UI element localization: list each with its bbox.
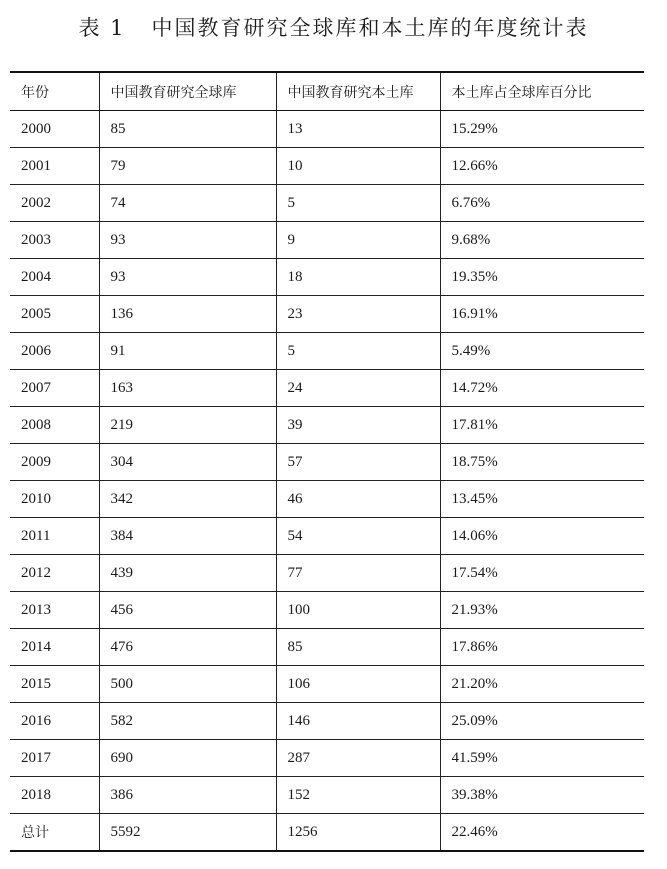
global-count-cell: 91: [99, 333, 276, 370]
local-count-cell: 5: [276, 185, 440, 222]
table-row: [10, 370, 644, 407]
global-count-cell: 5592: [99, 814, 276, 852]
percentage-cell: 12.66%: [440, 148, 644, 185]
local-count-cell: 1256: [276, 814, 440, 852]
percentage-cell: 22.46%: [440, 814, 644, 852]
percentage-cell: 17.86%: [440, 629, 644, 666]
local-count-cell: 77: [276, 555, 440, 592]
global-count-cell: 500: [99, 666, 276, 703]
local-count-cell: 18: [276, 259, 440, 296]
year-cell: 总计: [10, 814, 99, 852]
year-cell: 2009: [10, 444, 99, 481]
percentage-cell: 39.38%: [440, 777, 644, 814]
table-caption: [0, 12, 667, 42]
table-row: [10, 407, 644, 444]
local-count-cell: 287: [276, 740, 440, 777]
year-cell: 2001: [10, 148, 99, 185]
year-cell: 2012: [10, 555, 99, 592]
local-count-cell: 5: [276, 333, 440, 370]
global-count-cell: 85: [99, 111, 276, 148]
table-header: [10, 72, 644, 111]
year-cell: 2003: [10, 222, 99, 259]
header-year: 年份: [10, 72, 99, 111]
year-cell: 2010: [10, 481, 99, 518]
local-count-cell: 146: [276, 703, 440, 740]
percentage-cell: 25.09%: [440, 703, 644, 740]
percentage-cell: 9.68%: [440, 222, 644, 259]
table-row: [10, 111, 644, 148]
year-cell: 2016: [10, 703, 99, 740]
global-count-cell: 386: [99, 777, 276, 814]
global-count-cell: 136: [99, 296, 276, 333]
global-count-cell: 582: [99, 703, 276, 740]
year-cell: 2017: [10, 740, 99, 777]
header-global-db: 中国教育研究全球库: [99, 72, 276, 111]
table-number: 表 1: [78, 16, 126, 40]
header-local-db: 中国教育研究本土库: [276, 72, 440, 111]
year-cell: 2002: [10, 185, 99, 222]
table-row: [10, 333, 644, 370]
year-cell: 2005: [10, 296, 99, 333]
percentage-cell: 21.93%: [440, 592, 644, 629]
header-row: [10, 72, 644, 111]
table-row: [10, 592, 644, 629]
table-row: [10, 185, 644, 222]
table-row: [10, 481, 644, 518]
year-cell: 2007: [10, 370, 99, 407]
global-count-cell: 476: [99, 629, 276, 666]
percentage-cell: 16.91%: [440, 296, 644, 333]
table-row: [10, 518, 644, 555]
global-count-cell: 79: [99, 148, 276, 185]
percentage-cell: 17.54%: [440, 555, 644, 592]
percentage-cell: 14.06%: [440, 518, 644, 555]
percentage-cell: 14.72%: [440, 370, 644, 407]
global-count-cell: 456: [99, 592, 276, 629]
percentage-cell: 19.35%: [440, 259, 644, 296]
year-cell: 2015: [10, 666, 99, 703]
global-count-cell: 93: [99, 222, 276, 259]
table-title: 中国教育研究全球库和本土库的年度统计表: [151, 16, 589, 40]
local-count-cell: 54: [276, 518, 440, 555]
total-row: [10, 814, 644, 852]
percentage-cell: 21.20%: [440, 666, 644, 703]
local-count-cell: 23: [276, 296, 440, 333]
global-count-cell: 690: [99, 740, 276, 777]
global-count-cell: 439: [99, 555, 276, 592]
header-percentage: 本土库占全球库百分比: [440, 72, 644, 111]
table-body: [10, 111, 644, 852]
table-row: [10, 740, 644, 777]
local-count-cell: 9: [276, 222, 440, 259]
year-cell: 2008: [10, 407, 99, 444]
table-row: [10, 555, 644, 592]
annual-statistics-table: [10, 71, 644, 852]
local-count-cell: 85: [276, 629, 440, 666]
local-count-cell: 24: [276, 370, 440, 407]
table-row: [10, 703, 644, 740]
local-count-cell: 100: [276, 592, 440, 629]
global-count-cell: 304: [99, 444, 276, 481]
percentage-cell: 13.45%: [440, 481, 644, 518]
year-cell: 2018: [10, 777, 99, 814]
year-cell: 2011: [10, 518, 99, 555]
local-count-cell: 13: [276, 111, 440, 148]
local-count-cell: 10: [276, 148, 440, 185]
global-count-cell: 163: [99, 370, 276, 407]
table-row: [10, 629, 644, 666]
table-row: [10, 259, 644, 296]
table-row: [10, 666, 644, 703]
year-cell: 2006: [10, 333, 99, 370]
percentage-cell: 17.81%: [440, 407, 644, 444]
percentage-cell: 41.59%: [440, 740, 644, 777]
year-cell: 2013: [10, 592, 99, 629]
table-row: [10, 296, 644, 333]
year-cell: 2000: [10, 111, 99, 148]
global-count-cell: 219: [99, 407, 276, 444]
table-row: [10, 777, 644, 814]
local-count-cell: 57: [276, 444, 440, 481]
global-count-cell: 384: [99, 518, 276, 555]
year-cell: 2014: [10, 629, 99, 666]
local-count-cell: 152: [276, 777, 440, 814]
local-count-cell: 106: [276, 666, 440, 703]
global-count-cell: 342: [99, 481, 276, 518]
percentage-cell: 6.76%: [440, 185, 644, 222]
global-count-cell: 74: [99, 185, 276, 222]
global-count-cell: 93: [99, 259, 276, 296]
percentage-cell: 5.49%: [440, 333, 644, 370]
table-row: [10, 222, 644, 259]
table-row: [10, 148, 644, 185]
local-count-cell: 39: [276, 407, 440, 444]
percentage-cell: 15.29%: [440, 111, 644, 148]
year-cell: 2004: [10, 259, 99, 296]
percentage-cell: 18.75%: [440, 444, 644, 481]
local-count-cell: 46: [276, 481, 440, 518]
table-row: [10, 444, 644, 481]
